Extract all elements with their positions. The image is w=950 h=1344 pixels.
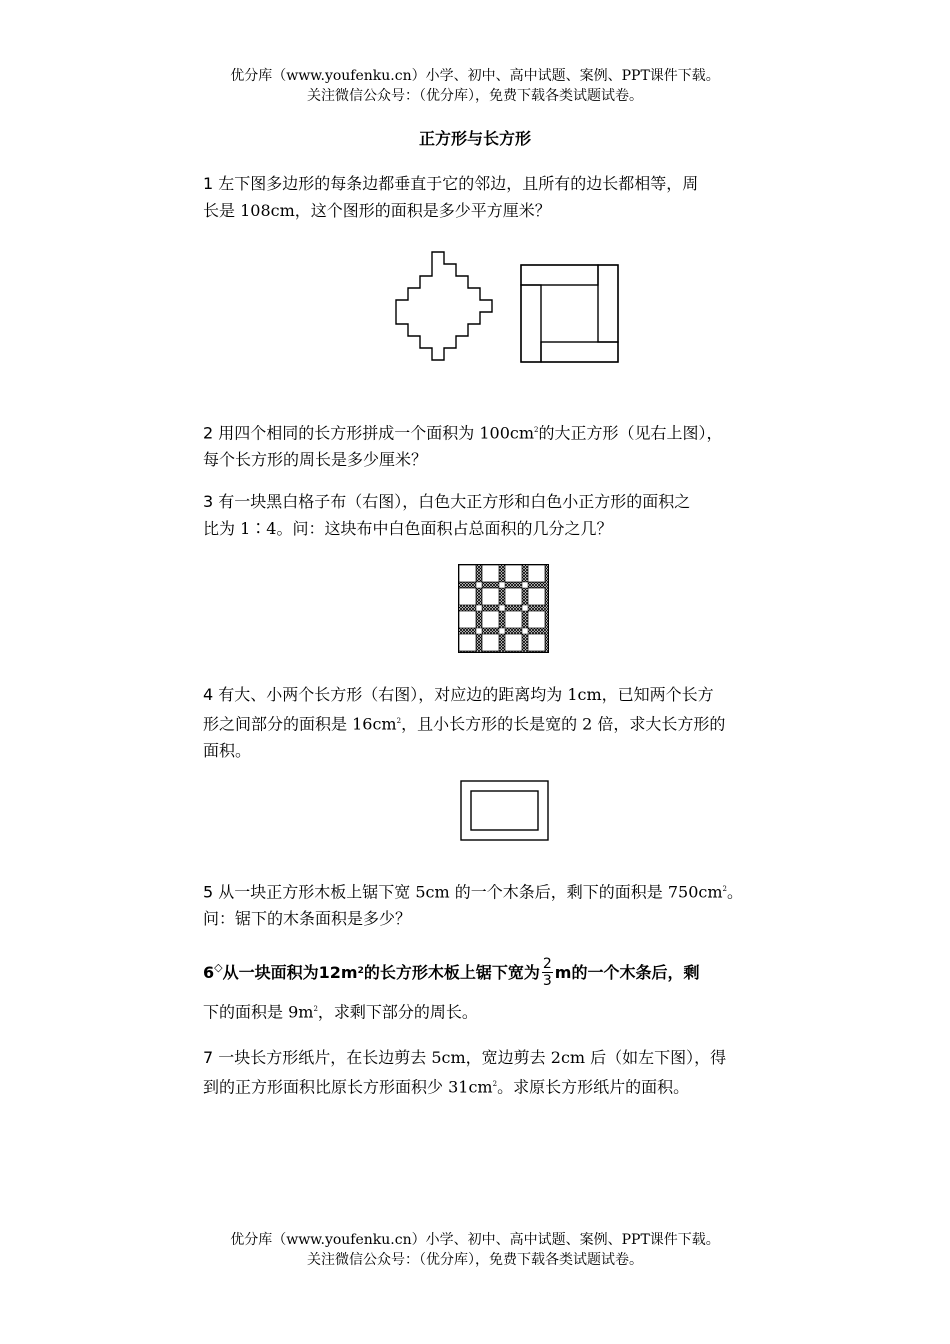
footer-line-1: 优分库（www.youfenku.cn）小学、初中、高中试题、案例、PPT课件下载。	[230, 1232, 720, 1248]
question-text: 。	[727, 882, 744, 902]
question-text: 问：锯下的木条面积是多少？	[203, 909, 412, 929]
question-text: 的大正方形（见右上图），	[538, 423, 723, 443]
question-text: 长是 108cm，这个图形的面积是多少平方厘米？	[203, 201, 551, 220]
question-text: 从一块面积为12m	[222, 962, 358, 982]
question-text: 有一块黑白格子布（右图），白色大正方形和白色小正方形的面积之	[213, 492, 691, 511]
question-7	[203, 1044, 803, 1100]
question-4	[203, 681, 803, 764]
question-text: 一块长方形纸片，在长边剪去 5cm，宽边剪去 2cm 后（如左下图），得	[213, 1048, 727, 1067]
small-white-square	[499, 605, 505, 611]
fraction-numerator: 2	[542, 955, 552, 972]
question-number: 5	[203, 882, 214, 902]
question-number: 2	[203, 423, 214, 443]
question-text: ，且小长方形的长是宽的 2 倍，求大长方形的	[401, 714, 726, 734]
figure-nested-rectangles	[460, 780, 550, 842]
white-square	[505, 588, 522, 605]
question-number: 3	[203, 492, 214, 511]
page-footer	[0, 1230, 950, 1270]
question-6	[203, 952, 803, 1025]
question-text: 用四个相同的长方形拼成一个面积为 100cm	[213, 423, 535, 443]
question-text: 形之间部分的面积是 16cm	[203, 714, 397, 734]
fraction	[542, 956, 553, 989]
question-text: 到的正方形面积比原长方形面积少 31cm	[203, 1077, 493, 1097]
white-square	[528, 634, 545, 651]
white-square	[459, 611, 476, 628]
white-square	[505, 565, 522, 582]
white-square	[482, 634, 499, 651]
question-2	[203, 417, 803, 473]
small-white-square	[522, 605, 528, 611]
header-line-2: 关注微信公众号：（优分库），免费下载各类试题试卷。	[307, 88, 643, 104]
white-square	[482, 611, 499, 628]
page-header	[0, 66, 950, 106]
superscript: 2	[534, 426, 539, 434]
small-white-square	[522, 628, 528, 634]
question-text: m的一个木条后，剩	[554, 962, 700, 982]
question-text: 面积。	[203, 741, 252, 761]
question-text: 从一块正方形木板上锯下宽 5cm 的一个木条后，剩下的面积是 750cm	[213, 882, 723, 902]
white-square	[459, 565, 476, 582]
figure-checkered-cloth	[458, 564, 550, 654]
small-white-square	[476, 582, 482, 588]
page-title: 正方形与长方形	[418, 129, 531, 148]
superscript: 2	[722, 885, 727, 893]
question-number: 4	[203, 685, 214, 704]
white-square	[528, 611, 545, 628]
superscript: 2	[357, 966, 364, 976]
small-white-square	[522, 582, 528, 588]
superscript: 2	[492, 1080, 498, 1088]
white-square	[528, 588, 545, 605]
figure-four-rectangles	[520, 264, 620, 364]
question-text: 左下图多边形的每条边都垂直于它的邻边，且所有的边长都相等，周	[213, 174, 699, 193]
question-3	[203, 488, 803, 542]
small-white-square	[499, 628, 505, 634]
question-text: 比为 1∶4。问：这块布中白色面积占总面积的几分之几？	[203, 519, 613, 538]
small-white-square	[476, 605, 482, 611]
header-line-1: 优分库（www.youfenku.cn）小学、初中、高中试题、案例、PPT课件下载。	[230, 68, 720, 84]
white-square	[482, 588, 499, 605]
superscript: 2	[313, 1005, 318, 1013]
question-number: 7	[203, 1048, 214, 1067]
question-text: 有大、小两个长方形（右图），对应边的距离均为 1cm，已知两个长方	[213, 685, 714, 704]
small-white-square	[476, 628, 482, 634]
footer-line-2: 关注微信公众号：（优分库），免费下载各类试题试卷。	[307, 1252, 643, 1268]
question-text: ，求剩下部分的周长。	[317, 1002, 478, 1022]
fraction-denominator: 3	[542, 972, 552, 989]
question-number: 1	[203, 174, 214, 193]
question-1	[203, 170, 803, 224]
white-square	[505, 634, 522, 651]
white-square	[459, 588, 476, 605]
question-5	[203, 876, 803, 932]
question-text: 。求原长方形纸片的面积。	[497, 1077, 690, 1097]
question-number: 6	[203, 962, 215, 982]
small-white-square	[499, 582, 505, 588]
white-square	[459, 634, 476, 651]
figure-stepped-polygon	[390, 248, 510, 366]
white-square	[482, 565, 499, 582]
diamond-icon: ◇	[214, 960, 223, 974]
question-text: 下的面积是 9m	[203, 1002, 314, 1022]
white-square	[505, 611, 522, 628]
question-text: 的长方形木板上锯下宽为	[363, 962, 540, 982]
superscript: 2	[396, 717, 402, 725]
question-text: 每个长方形的周长是多少厘米？	[203, 450, 428, 470]
white-square	[528, 565, 545, 582]
